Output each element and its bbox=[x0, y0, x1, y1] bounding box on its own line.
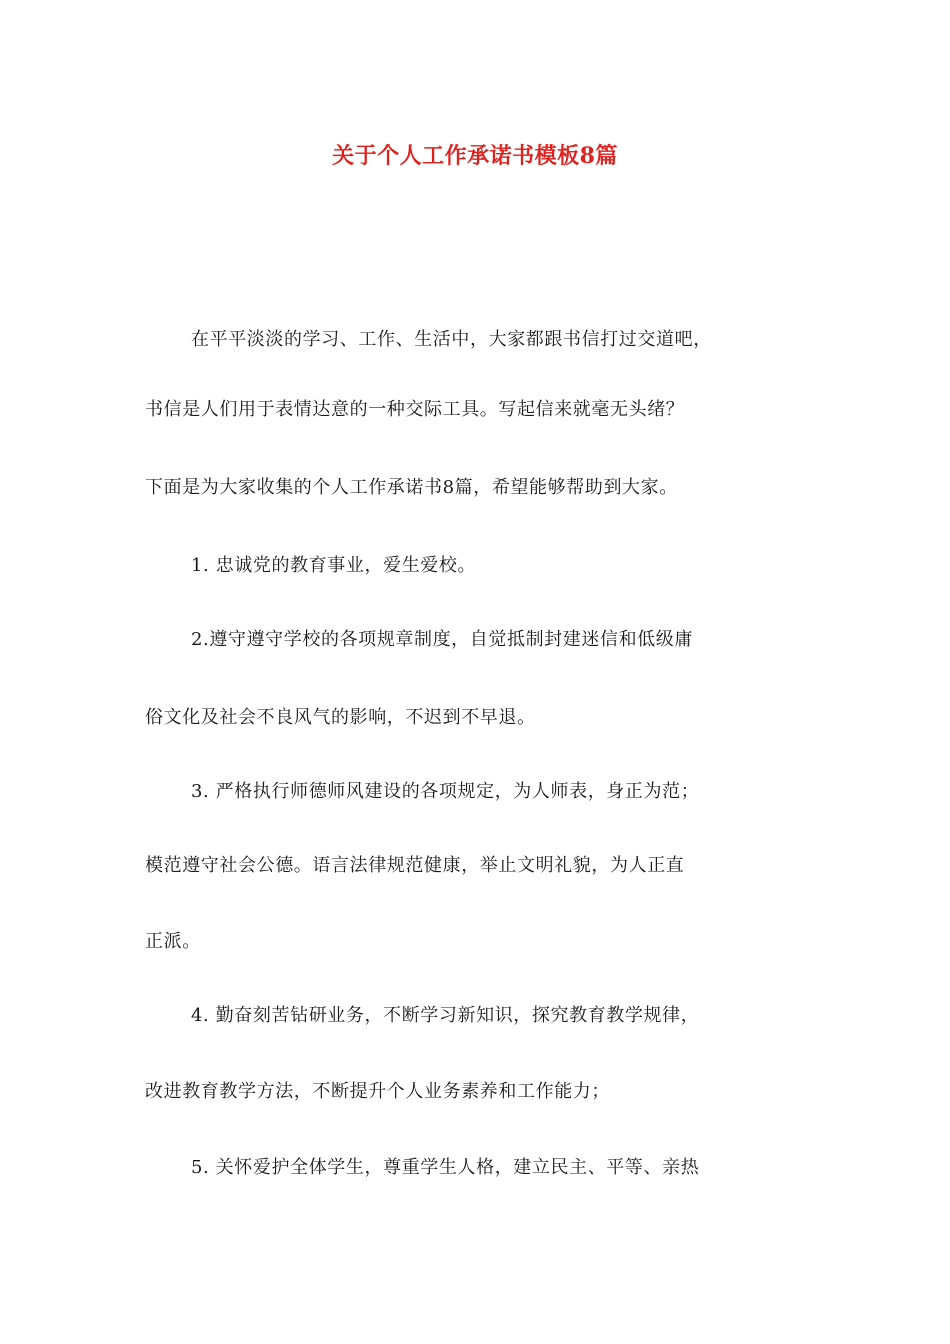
paragraph-line: 模范遵守社会公德。语言法律规范健康，举止文明礼貌，为人正直 bbox=[145, 855, 685, 876]
paragraph-line: 下面是为大家收集的个人工作承诺书8篇，希望能够帮助到大家。 bbox=[145, 477, 678, 498]
paragraph-line: 改进教育教学方法，不断提升个人业务素养和工作能力； bbox=[145, 1081, 610, 1102]
paragraph-line: 俗文化及社会不良风气的影响，不迟到不早退。 bbox=[145, 707, 536, 728]
paragraph-line: 2.遵守遵守学校的各项规章制度，自觉抵制封建迷信和低级庸 bbox=[191, 629, 693, 650]
paragraph-line: 3. 严格执行师德师风建设的各项规定，为人师表，身正为范； bbox=[191, 781, 700, 802]
paragraph-line: 书信是人们用于表情达意的一种交际工具。写起信来就毫无头绪？ bbox=[145, 399, 685, 420]
paragraph-line: 4. 勤奋刻苦钻研业务，不断学习新知识，探究教育教学规律， bbox=[191, 1005, 700, 1026]
paragraph-line: 在平平淡淡的学习、工作、生活中，大家都跟书信打过交道吧， bbox=[191, 329, 712, 350]
paragraph-line: 正派。 bbox=[145, 931, 201, 952]
paragraph-line: 1. 忠诚党的教育事业，爱生爱校。 bbox=[191, 555, 477, 576]
document-title: 关于个人工作承诺书模板8篇 bbox=[332, 143, 618, 169]
paragraph-line: 5. 关怀爱护全体学生，尊重学生人格，建立民主、平等、亲热 bbox=[191, 1157, 700, 1178]
